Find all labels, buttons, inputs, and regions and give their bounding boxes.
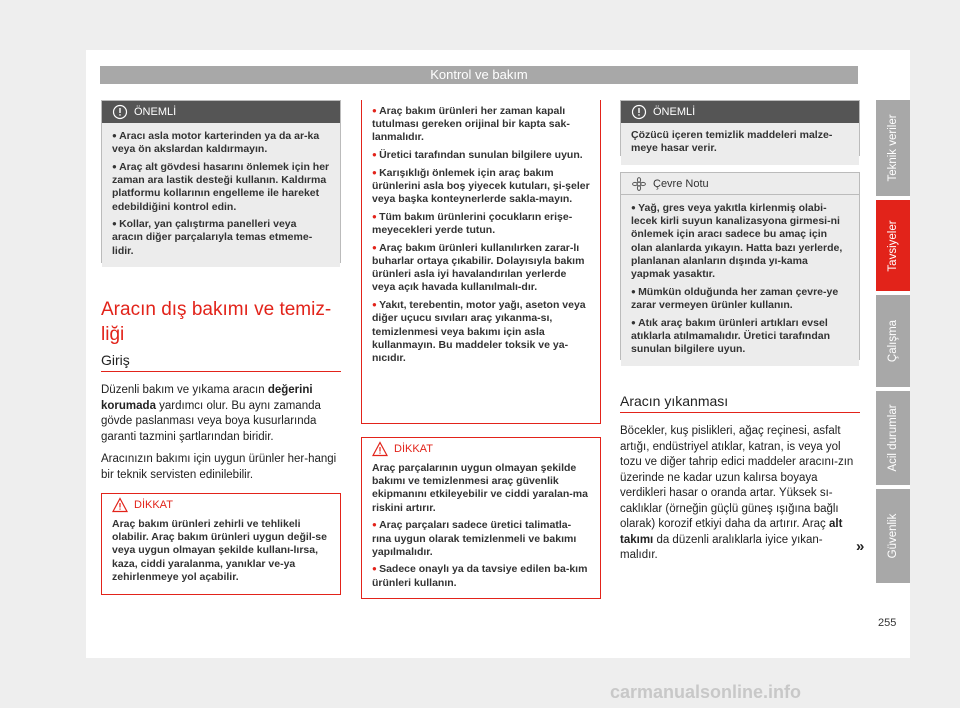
paragraph <box>101 383 341 445</box>
warning-text: Araç bakım ürünleri zehirli ve tehlikeli olabilir. Araç bakım ürünleri uygun değil-se veya uygun olmayan şekilde kullanı-lırsa, kaza, ciddi yaralanma, yanıklar ve-ya zehirlenmeye yol açabilir. <box>112 518 327 583</box>
warning-continued-body <box>362 100 600 375</box>
subsection-title: Aracın yıkanması <box>620 393 729 409</box>
warning-title: DİKKAT <box>394 443 433 455</box>
subsection-title: Giriş <box>101 352 130 368</box>
list-item: ● Atık araç bakım ürünleri artıkları evsel atıklarla atılmamalıdır. Üretici tarafından sunulan bilgilere uyun. <box>631 316 849 357</box>
text-run: Böcekler, kuş pislikleri, ağaç reçinesi, asfalt artığı, endüstriyel atıklar, katran, is veya yol tozu ve diğer tahrip edici maddeler aracını-zın üzerinde ne kadar uzun kalırsa boyaya verdikleri hasar o oranda artar. Yüksek sı-caklıklar (örneğin güçlü güneş ışığına bağlı olarak) korozif etkiyi daha da artırır. Araç <box>620 425 854 530</box>
list-item: ● Üretici tarafından sunulan bilgilere uyun. <box>372 148 590 162</box>
warning-body <box>102 516 340 594</box>
warning-icon <box>372 441 388 457</box>
warning-intro: Araç parçalarının uygun olmayan şekilde bakımı ve temizlenmesi araç güvenlik ekipmanını etkileyebilir ve ciddi yaralan-ma riskini artırır. <box>372 462 588 514</box>
notice-body <box>102 123 340 267</box>
environment-note-header <box>621 173 859 195</box>
list-item: ● Araç parçaları sadece üretici talimatla-rına uygun olarak temizlenmeli ve bakımı yapılmalıdır. <box>372 518 590 559</box>
divider <box>101 371 341 372</box>
bold-text: değerini korumada <box>101 384 313 412</box>
notice-box <box>101 100 341 263</box>
warning-box <box>361 437 601 599</box>
environment-note-box <box>620 172 860 360</box>
list-item: ● Yakıt, terebentin, motor yağı, aseton veya diğer uçucu sıvıları araç yıkanma-sı, temizlenmesi veya bakımı için asla kullanmayın. Bu maddeler toksik ve ya-nıcıdır. <box>372 298 590 365</box>
list-item: ● Araç bakım ürünleri kullanılırken zarar-lı buharlar ortaya çıkabilir. Dolayısıyla bakım ürünleri asla iyi havalandırılan yerlerde veya açık havada kullanılmalı-dır. <box>372 241 590 295</box>
tab-label: Çalışma <box>887 319 899 363</box>
warning-header <box>102 494 340 516</box>
tab-guvenlik[interactable] <box>876 489 910 583</box>
paragraph <box>620 424 860 564</box>
notice-title: ÖNEMLİ <box>134 106 177 118</box>
tab-label: Teknik veriler <box>887 114 899 182</box>
text-run: da düzenli aralıklarla iyice yıkan-malıdır. <box>620 533 823 561</box>
continue-marker: » <box>856 538 865 555</box>
warning-continued-box <box>361 100 601 424</box>
notice-header <box>621 101 859 123</box>
environment-note-body <box>621 195 859 366</box>
tab-acil-durumlar[interactable] <box>876 391 910 485</box>
warning-body <box>362 460 600 599</box>
warning-box <box>101 493 341 595</box>
divider <box>620 412 860 413</box>
watermark: carmanualsonline.info <box>610 682 802 702</box>
info-icon <box>631 104 647 120</box>
notice-body <box>621 123 859 165</box>
list-item: ● Kollar, yan çalıştırma panelleri veya aracın diğer parçalarıyla temas etmeme-lidir. <box>112 217 330 258</box>
list-item: ● Yağ, gres veya yakıtla kirlenmiş olabi-lecek kirli suyun kanalizasyona girmesi-ni önlemek için aracı sadece bu amaç için olan alanlarda yıkayın. Hatta bazı yerlerde, planlanan alanların dışında yı-kama yapmak yasaktır. <box>631 201 849 281</box>
bold-text: alt takımı <box>620 518 843 546</box>
environment-note-title: Çevre Notu <box>653 178 709 190</box>
tab-teknik-veriler[interactable] <box>876 100 910 196</box>
list-item: ● Tüm bakım ürünlerini çocukların erişe-meyecekleri yerde tutun. <box>372 210 590 237</box>
body-text <box>620 424 860 571</box>
tab-tavsiyeler[interactable] <box>876 200 910 291</box>
list-item: ● Araç bakım ürünleri her zaman kapalı tutulması gereken orijinal bir kapta sak-lanmalıdır. <box>372 104 590 145</box>
tab-label: Tavsiyeler <box>887 219 899 272</box>
notice-text: Çözücü içeren temizlik maddeleri malze-meye hasar verir. <box>631 129 833 155</box>
notice-header <box>102 101 340 123</box>
warning-header <box>362 438 600 460</box>
tab-label: Acil durumlar <box>887 404 899 472</box>
header-title: Kontrol ve bakım <box>430 67 528 82</box>
paragraph: Aracınızın bakımı için uygun ürünler her-hangi bir teknik servisten edinilebilir. <box>101 453 337 481</box>
list-item: ● Araç alt gövdesi hasarını önlemek için her zaman ara lastik desteği kullanın. Kaldırma platformu kollarının engelleme ile hareket edebildiğini kontrol edin. <box>112 160 330 214</box>
section-title-line-2: liği <box>101 324 125 345</box>
leaf-icon <box>631 176 647 192</box>
list-item: ● Sadece onaylı ya da tavsiye edilen ba-kım ürünleri kullanın. <box>372 562 590 589</box>
list-item: ● Aracı asla motor karterinden ya da ar-ka veya ön akslardan kaldırmayın. <box>112 129 330 156</box>
info-icon <box>112 104 128 120</box>
tab-label: Güvenlik <box>887 513 899 559</box>
list-item: ● Mümkün olduğunda her zaman çevre-ye zarar vermeyen ürünler kullanın. <box>631 285 849 312</box>
section-title-line-1: Aracın dış bakımı ve temiz- <box>101 299 332 320</box>
section-title <box>101 297 341 347</box>
notice-box <box>620 100 860 156</box>
notice-title: ÖNEMLİ <box>653 106 696 118</box>
body-text <box>101 383 341 490</box>
page-header <box>100 66 858 84</box>
text-run: yardımcı olur. Bu aynı zamanda gövde paslanması veya boya kusurlarında garanti tazmini şartlarından biridir. <box>101 399 321 443</box>
page-number: 255 <box>878 617 897 629</box>
list-item: ● Karışıklığı önlemek için araç bakım ürünlerini asla boş yiyecek kutuları, şi-şeler veya başka konteynerlerde sakla-mayın. <box>372 166 590 207</box>
warning-icon <box>112 497 128 513</box>
tab-calisma[interactable] <box>876 295 910 387</box>
text-run: Düzenli bakım ve yıkama aracın <box>101 384 268 396</box>
warning-title: DİKKAT <box>134 499 173 511</box>
